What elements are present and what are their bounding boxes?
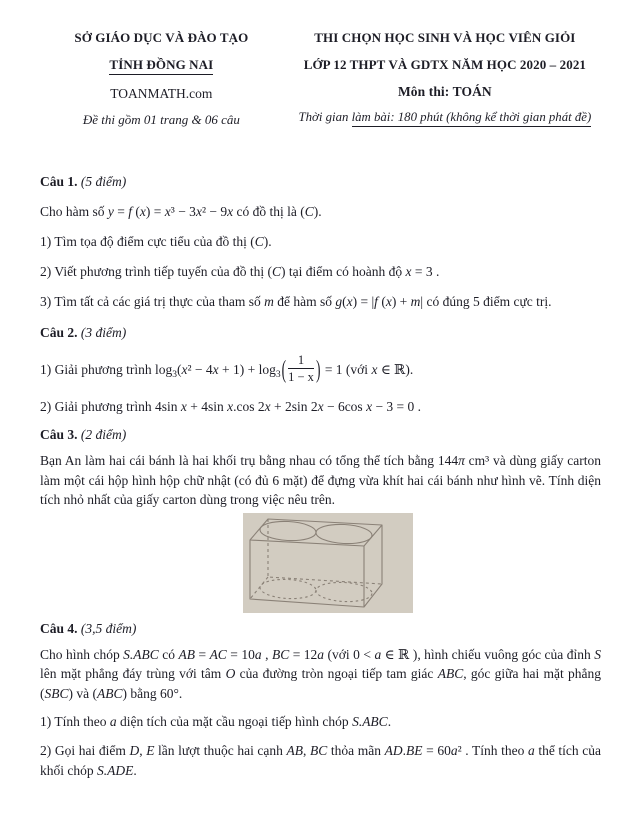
exam-header-right <box>281 30 609 128</box>
question-2-heading: Câu 2. (3 điểm) <box>40 325 127 340</box>
question-3 <box>40 427 601 613</box>
question-2-part-2: 2) Giải phương trình 4sin x + 4sin x.cos 2x + 2sin 2x − 6cos x − 3 = 0 . <box>40 399 422 414</box>
exam-title-line1: THI CHỌN HỌC SINH VÀ HỌC VIÊN GIỎI <box>314 30 576 45</box>
question-1-part-1: 1) Tìm tọa độ điểm cực tiểu của đồ thị (C). <box>40 234 272 249</box>
website-label: TOANMATH.com <box>110 86 213 101</box>
exam-header <box>0 0 639 128</box>
question-4 <box>40 621 601 781</box>
question-3-figure-wrapper <box>243 513 601 613</box>
exam-info: Đề thi gồm 01 trang & 06 câu <box>82 112 240 127</box>
question-4-statement: Cho hình chóp S.ABC có AB = AC = 10a , BC = 12a (với 0 < a ∈ ℝ ), hình chiếu vuông góc của đỉnh S lên mặt phẳng đáy trùng với tâm O của đường tròn ngoại tiếp tam giác ABC, góc giữa hai mặt phẳng (SBC) và (ABC) bằng 60°. <box>40 646 602 701</box>
exam-body <box>0 174 639 780</box>
department-name: SỞ GIÁO DỤC VÀ ĐÀO TẠO <box>74 30 249 45</box>
question-2-part-1: 1) Giải phương trình $\log_3(x^2 - 4x + 1) + \log_3$( $\frac{1}{1 - x}$ ) = 1 (với x ∈ ℝ). <box>40 353 414 385</box>
province-name: TỈNH ĐỒNG NAI <box>42 57 281 75</box>
question-2 <box>40 325 601 415</box>
exam-header-left <box>42 30 281 128</box>
question-1-intro: Cho hàm số y = f (x) = x³ − 3x² − 9x có đồ thị là (C). <box>40 204 322 219</box>
question-3-heading: Câu 3. (2 điểm) <box>40 427 127 442</box>
exam-title-line2: LỚP 12 THPT VÀ GDTX NĂM HỌC 2020 – 2021 <box>303 57 587 72</box>
question-3-statement: Bạn An làm hai cái bánh là hai khối trụ bằng nhau có tổng thể tích bằng 144π cm³ và dùng giấy carton làm một cái hộp hình hộp chữ nhật (có đủ 6 mặt) để đựng vừa khít hai cái bánh như hình vẽ. Tính diện tích nhỏ nhất của giấy carton dùng trong việc nêu trên. <box>40 453 601 507</box>
question-4-part-1: 1) Tính theo a diện tích của mặt cầu ngoại tiếp hình chóp S.ABC. <box>40 714 392 729</box>
question-4-part-2: 2) Gọi hai điểm D, E lần lượt thuộc hai cạnh AB, BC thỏa mãn AD.BE = 60a² . Tính theo a thể tích của khối chóp S.ADE. <box>40 743 602 778</box>
question-1-part-2: 2) Viết phương trình tiếp tuyến của đồ thị (C) tại điểm có hoành độ x = 3 . <box>40 264 440 279</box>
box-cylinders-figure <box>243 513 413 613</box>
exam-duration: Thời gian làm bài: 180 phút (không kể thời gian phát đề) <box>281 110 609 125</box>
question-1-part-3: 3) Tìm tất cả các giá trị thực của tham số m để hàm số g(x) = |f (x) + m| có đúng 5 điểm cực trị. <box>40 294 552 309</box>
question-4-heading: Câu 4. (3,5 điểm) <box>40 620 137 636</box>
question-1 <box>40 174 601 310</box>
exam-subject: Môn thi: TOÁN <box>397 84 492 99</box>
question-1-heading: Câu 1. (5 điểm) <box>40 174 127 189</box>
